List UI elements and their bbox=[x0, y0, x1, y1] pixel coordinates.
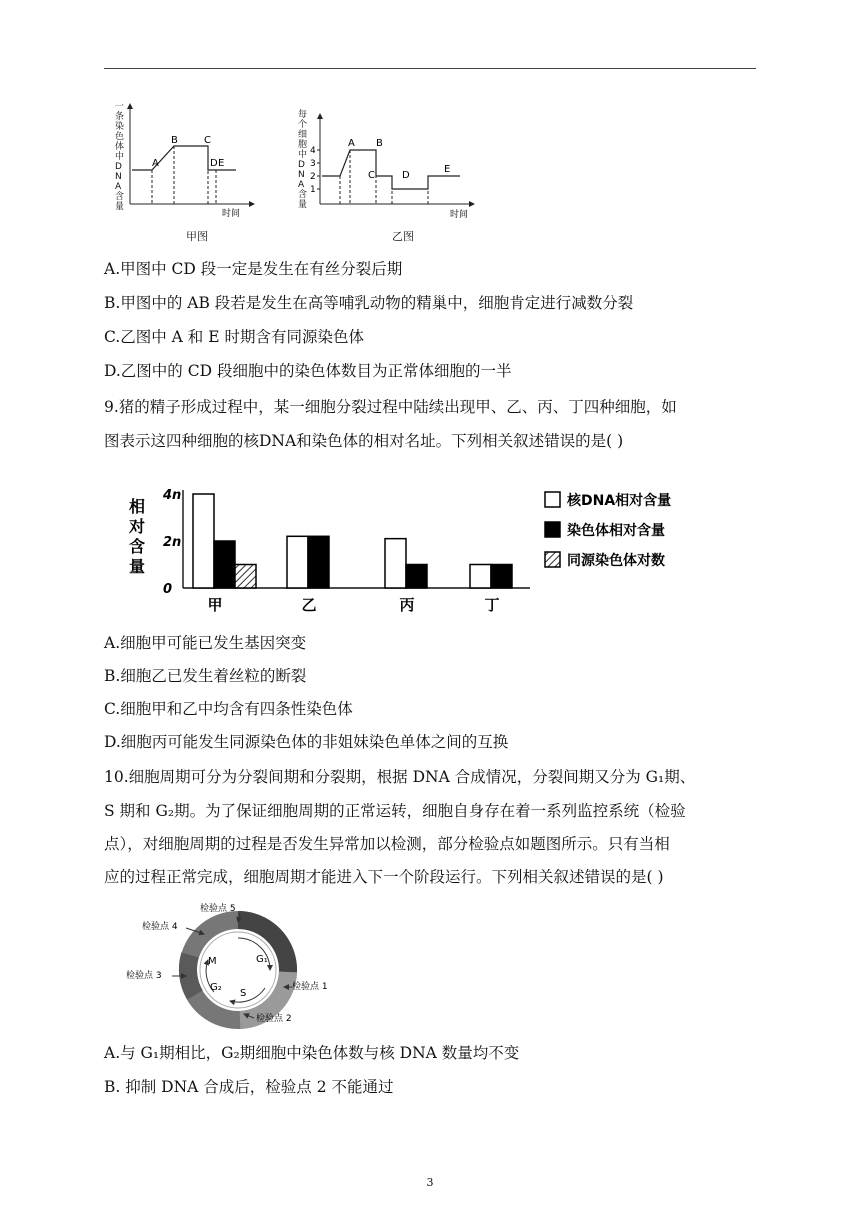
y-axis-label: 量 bbox=[129, 557, 146, 576]
category-label: 丁 bbox=[484, 596, 500, 614]
legend-label: 染色体相对含量 bbox=[567, 523, 665, 539]
bar-2 bbox=[406, 565, 427, 589]
q10-stem-line3: 点），对细胞周期的过程是否发生异常加以检测，部分检验点如题图所示。只有当相 bbox=[104, 835, 670, 853]
yi-point-c: C bbox=[368, 170, 375, 181]
checkpoint-3: 检验点 3 bbox=[126, 971, 162, 981]
category-label: 丙 bbox=[399, 596, 415, 614]
legend-label: 核DNA相对含量 bbox=[567, 493, 672, 509]
y-tick-label: 0 bbox=[163, 582, 173, 597]
yi-xlabel: 时间 bbox=[450, 210, 469, 220]
jia-point-b: B bbox=[171, 135, 178, 146]
q9-stem-line1: 9.猪的精子形成过程中，某一细胞分裂过程中陆续出现甲、乙、丙、丁四种细胞，如 bbox=[104, 398, 677, 416]
q10-option-b: B. 抑制 DNA 合成后，检验点 2 不能通过 bbox=[104, 1078, 394, 1096]
bar-2 bbox=[308, 536, 329, 588]
header-rule bbox=[104, 68, 756, 69]
checkpoint-2: 检验点 2 bbox=[256, 1014, 292, 1024]
q8-option-a: A.甲图中 CD 段一定是发生在有丝分裂后期 bbox=[104, 260, 403, 278]
bar-1 bbox=[193, 494, 214, 588]
checkpoint-4: 检验点 4 bbox=[142, 922, 178, 932]
jia-point-e: E bbox=[218, 158, 225, 169]
y-axis-label: 相 bbox=[129, 497, 146, 516]
q8-option-c: C.乙图中 A 和 E 时期含有同源染色体 bbox=[104, 328, 364, 346]
jia-ylabel: 一条染色体中DNA含量 bbox=[115, 102, 125, 212]
bar-1 bbox=[385, 539, 406, 588]
checkpoint-5: 检验点 5 bbox=[200, 904, 236, 914]
q10-stem-line4: 应的过程正常完成，细胞周期才能进入下一个阶段运行。下列相关叙述错误的是( ) bbox=[104, 868, 664, 886]
y-axis-label: 含 bbox=[129, 537, 146, 556]
q9-option-c: C.细胞甲和乙中均含有四条性染色体 bbox=[104, 700, 353, 718]
q10-stem-line1: 10.细胞周期可分为分裂间期和分裂期，根据 DNA 合成情况，分裂间期又分为 G₁期、 bbox=[104, 768, 696, 786]
q9-bar-chart bbox=[125, 480, 710, 615]
page-number: 3 bbox=[426, 1176, 434, 1189]
category-label: 乙 bbox=[301, 596, 317, 614]
legend-swatch bbox=[545, 552, 560, 567]
yi-ytick-4: 4 bbox=[310, 146, 316, 156]
phase-m: M bbox=[208, 956, 217, 967]
q9-option-a: A.细胞甲可能已发生基因突变 bbox=[104, 634, 307, 652]
q9-stem-line2: 图表示这四种细胞的核DNA和染色体的相对名址。下列相关叙述错误的是( ) bbox=[104, 432, 624, 450]
jia-point-a: A bbox=[152, 158, 159, 169]
bar-2 bbox=[491, 565, 512, 589]
yi-point-e: E bbox=[444, 164, 451, 175]
cell-cycle-diagram bbox=[120, 900, 350, 1030]
figure-jia bbox=[110, 100, 260, 220]
figure-yi bbox=[300, 110, 480, 220]
y-axis-label: 对 bbox=[129, 517, 146, 536]
phase-g1: G₁ bbox=[256, 954, 268, 965]
jia-point-c: C bbox=[204, 135, 211, 146]
yi-ytick-2: 2 bbox=[310, 172, 316, 182]
q10-stem-line2: S 期和 G₂期。为了保证细胞周期的正常运转，细胞自身存在着一系列监控系统（检验 bbox=[104, 802, 686, 820]
jia-caption: 甲图 bbox=[186, 230, 208, 243]
phase-s: S bbox=[240, 988, 247, 999]
yi-point-b: B bbox=[376, 138, 383, 149]
bar-1 bbox=[470, 565, 491, 589]
legend-swatch bbox=[545, 522, 560, 537]
bar-1 bbox=[287, 536, 308, 588]
jia-xlabel: 时间 bbox=[222, 209, 241, 219]
q8-option-b: B.甲图中的 AB 段若是发生在高等哺乳动物的精巢中，细胞肯定进行减数分裂 bbox=[104, 294, 634, 312]
yi-point-a: A bbox=[348, 138, 355, 149]
q10-option-a: A.与 G₁期相比，G₂期细胞中染色体数与核 DNA 数量均不变 bbox=[104, 1044, 520, 1062]
checkpoint-1: 检验点 1 bbox=[292, 982, 328, 992]
legend-swatch bbox=[545, 492, 560, 507]
q9-option-d: D.细胞丙可能发生同源染色体的非姐妹染色单体之间的互换 bbox=[104, 733, 509, 751]
jia-point-d: D bbox=[210, 158, 218, 169]
y-tick-label: 2n bbox=[163, 535, 182, 550]
q9-option-b: B.细胞乙已发生着丝粒的断裂 bbox=[104, 667, 307, 685]
legend-label: 同源染色体对数 bbox=[567, 553, 665, 569]
yi-ytick-3: 3 bbox=[310, 159, 316, 169]
category-label: 甲 bbox=[207, 596, 223, 614]
q8-option-d: D.乙图中的 CD 段细胞中的染色体数目为正常体细胞的一半 bbox=[104, 362, 512, 380]
yi-ytick-1: 1 bbox=[310, 185, 316, 195]
bar-2 bbox=[214, 541, 235, 588]
yi-ylabel: 每个细胞中DNA含量 bbox=[298, 110, 308, 210]
y-tick-label: 4n bbox=[163, 488, 182, 503]
yi-caption: 乙图 bbox=[392, 230, 414, 243]
bar-3 bbox=[235, 565, 256, 589]
yi-point-d: D bbox=[402, 170, 410, 181]
phase-g2: G₂ bbox=[210, 982, 222, 993]
